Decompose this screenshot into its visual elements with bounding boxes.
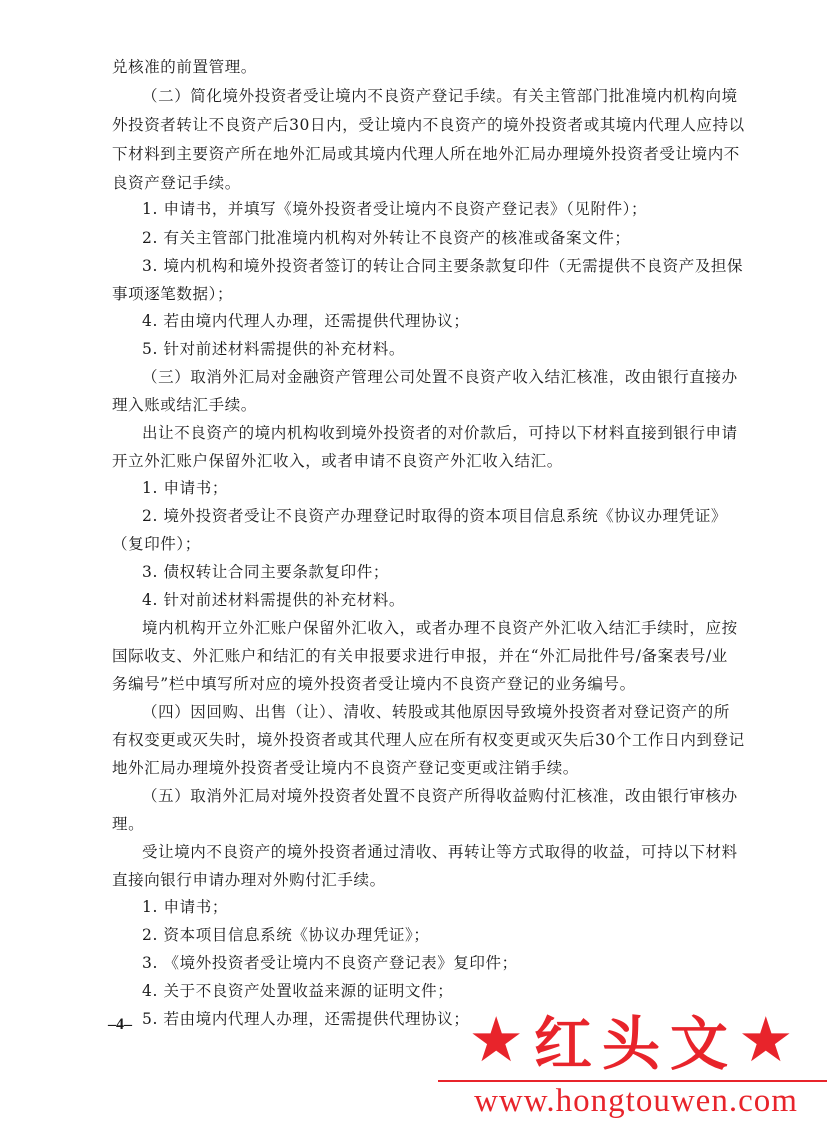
page-number: –4– <box>108 1016 132 1033</box>
text-line: 下材料到主要资产所在地外汇局或其境内代理人所在地外汇局办理境外投资者受让境内不 <box>112 145 740 163</box>
watermark-url[interactable]: www.hongtouwen.com <box>474 1083 798 1119</box>
text-line: （复印件）； <box>112 535 201 553</box>
text-line: 4. 关于不良资产处置收益来源的证明文件； <box>142 982 454 1000</box>
watermark-title-text: 红头文 <box>533 1010 738 1078</box>
text-line: 4. 若由境内代理人办理，还需提供代理协议； <box>142 312 470 330</box>
text-line: 3. 境内机构和境外投资者签订的转让合同主要条款复印件（无需提供不良资产及担保 <box>142 257 744 275</box>
star-icon: ★ <box>738 1002 804 1076</box>
text-line: （二）简化境外投资者受让境内不良资产登记手续。有关主管部门批准境内机构向境 <box>142 87 738 105</box>
text-line: 2. 资本项目信息系统《协议办理凭证》； <box>142 926 430 944</box>
text-line: 理入账或结汇手续。 <box>112 396 257 414</box>
text-line: 1. 申请书； <box>142 898 228 916</box>
text-line: 5. 针对前述材料需提供的补充材料。 <box>142 340 406 358</box>
text-line: 1. 申请书，并填写《境外投资者受让境内不良资产登记表》（见附件）； <box>142 200 648 218</box>
text-line: 3. 《境外投资者受让境内不良资产登记表》复印件； <box>142 954 518 972</box>
text-line: （四）因回购、出售（让）、清收、转股或其他原因导致境外投资者对登记资产的所 <box>142 703 730 721</box>
text-line: 良资产登记手续。 <box>112 174 241 192</box>
text-line: （三）取消外汇局对金融资产管理公司处置不良资产收入结汇核准，改由银行直接办 <box>142 368 738 386</box>
text-line: 兑核准的前置管理。 <box>112 58 257 76</box>
text-line: 出让不良资产的境内机构收到境外投资者的对价款后，可持以下材料直接到银行申请 <box>142 424 738 442</box>
watermark-divider <box>438 1080 827 1082</box>
text-line: 务编号”栏中填写所对应的境外投资者受让境内不良资产登记的业务编号。 <box>112 675 636 693</box>
text-line: （五）取消外汇局对境外投资者处置不良资产所得收益购付汇核准，改由银行审核办 <box>142 787 738 805</box>
text-line: 有权变更或灭失时，境外投资者或其代理人应在所有权变更或灭失后30个工作日内到登记 <box>112 731 745 749</box>
text-line: 地外汇局办理境外投资者受让境内不良资产登记变更或注销手续。 <box>112 759 579 777</box>
text-line: 5. 若由境内代理人办理，还需提供代理协议； <box>142 1010 470 1028</box>
text-line: 直接向银行申请办理对外购付汇手续。 <box>112 871 386 889</box>
text-line: 境内机构开立外汇账户保留外汇收入，或者办理不良资产外汇收入结汇手续时，应按 <box>142 619 738 637</box>
text-line: 4. 针对前述材料需提供的补充材料。 <box>142 591 406 609</box>
star-icon: ★ <box>468 1002 534 1076</box>
watermark-title <box>446 1002 826 1078</box>
text-line: 受让境内不良资产的境外投资者通过清收、再转让等方式取得的收益，可持以下材料 <box>142 843 738 861</box>
text-line: 3. 债权转让合同主要条款复印件； <box>142 563 389 581</box>
text-line: 2. 境外投资者受让不良资产办理登记时取得的资本项目信息系统《协议办理凭证》 <box>142 507 728 525</box>
text-line: 国际收支、外汇账户和结汇的有关申报要求进行申报，并在“外汇局批件号/备案表号/业 <box>112 647 728 665</box>
text-line: 开立外汇账户保留外汇收入，或者申请不良资产外汇收入结汇。 <box>112 452 563 470</box>
text-line: 外投资者转让不良资产后30日内，受让境内不良资产的境外投资者或其境内代理人应持以 <box>112 116 745 134</box>
text-line: 理。 <box>112 815 145 833</box>
text-line: 1. 申请书； <box>142 479 228 497</box>
text-line: 事项逐笔数据）； <box>112 285 234 303</box>
watermark[interactable] <box>438 1003 827 1123</box>
text-line: 2. 有关主管部门批准境内机构对外转让不良资产的核准或备案文件； <box>142 229 631 247</box>
